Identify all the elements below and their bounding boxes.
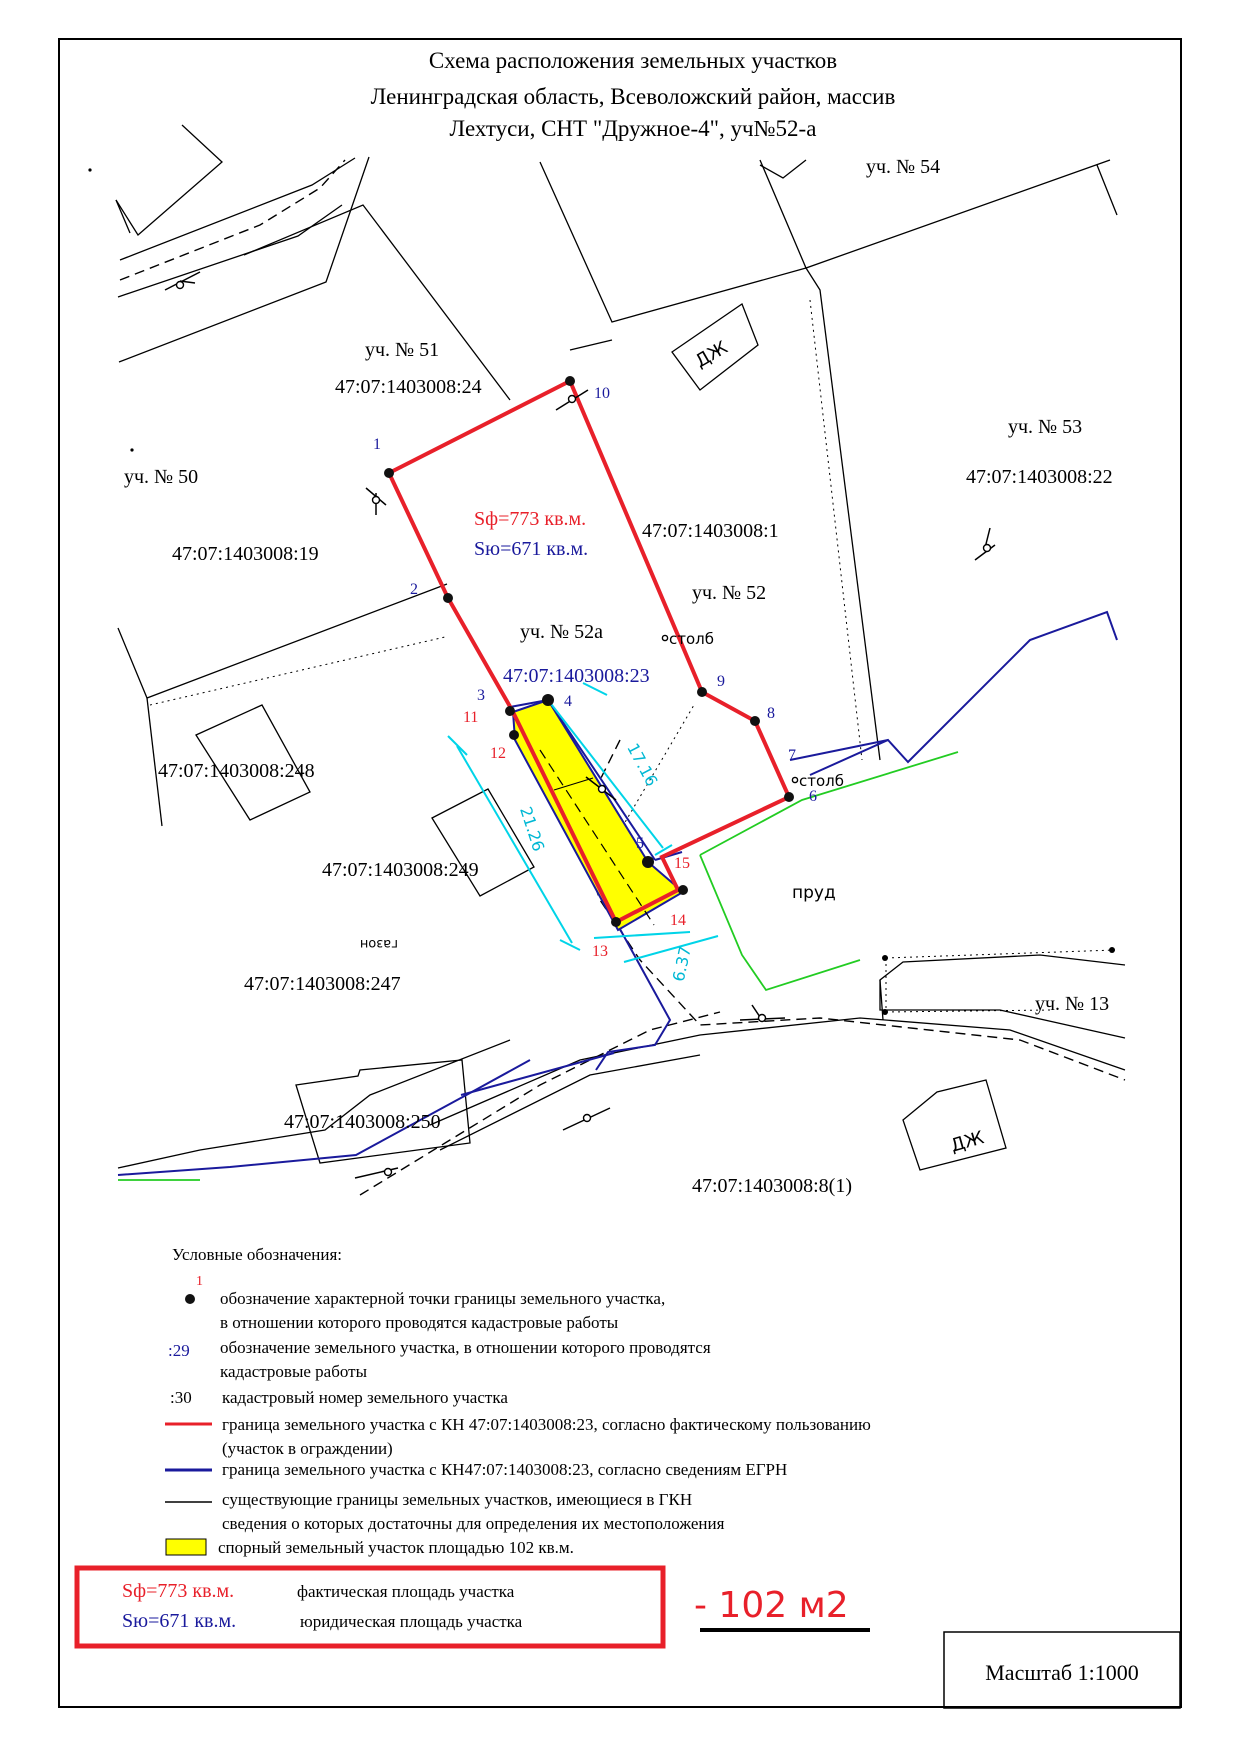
- label-u52a: уч. № 52а: [520, 621, 604, 643]
- title-line-1: Схема расположения земельных участков: [428, 48, 838, 73]
- legend-blue-text: граница земельного участка с КН47:07:1403008:23, согласно сведениям ЕГРН: [222, 1460, 788, 1479]
- label-kn22: 47:07:1403008:22: [966, 466, 1113, 488]
- label-u53: уч. № 53: [1008, 416, 1083, 438]
- point-label-3: 3: [477, 687, 485, 704]
- point-label-7: 7: [788, 747, 796, 764]
- legend-parcel-code: :29: [168, 1341, 190, 1360]
- label-kn249: 47:07:1403008:249: [322, 859, 479, 881]
- legend-kn-code: :30: [170, 1388, 192, 1407]
- legend-point-line-1: обозначение характерной точки границы земельного участка,: [220, 1289, 666, 1308]
- legend-heading: Условные обозначения:: [172, 1245, 343, 1264]
- point-label-10: 10: [594, 385, 610, 402]
- label-kn23: 47:07:1403008:23: [503, 665, 650, 687]
- label-dzh-bottom: ДЖ: [948, 1127, 987, 1157]
- label-u54: уч. № 54: [866, 156, 941, 178]
- area-box-actual-value: Sф=773 кв.м.: [122, 1580, 235, 1602]
- title-line-2: Ленинградская область, Всеволожский район, массив: [370, 84, 896, 109]
- point-label-11: 11: [463, 709, 479, 726]
- legend-point-marker: [185, 1294, 195, 1304]
- area-legal: Sю=671 кв.м.: [474, 538, 589, 560]
- label-kn247: 47:07:1403008:247: [244, 973, 401, 995]
- area-actual: Sф=773 кв.м.: [474, 508, 587, 530]
- point-label-14: 14: [670, 912, 686, 929]
- legend-yellow-text: спорный земельный участок площадью 102 кв.м.: [218, 1538, 574, 1557]
- legend-black-line-1: существующие границы земельных участков, имеющиеся в ГКН: [222, 1490, 693, 1509]
- point-label-6: 6: [809, 788, 817, 805]
- label-kn8: 47:07:1403008:8(1): [692, 1175, 852, 1197]
- label-dzh-top: ДЖ: [691, 337, 732, 373]
- point-label-2: 2: [410, 581, 418, 598]
- label-u50: уч. № 50: [124, 466, 199, 488]
- label-prud: пруд: [792, 883, 836, 903]
- legend-kn-text: кадастровый номер земельного участка: [222, 1388, 508, 1407]
- title-line-3: Лехтуси, СНТ "Дружное-4", уч№52-а: [449, 116, 817, 141]
- point-label-12: 12: [490, 745, 506, 762]
- label-kn24: 47:07:1403008:24: [335, 376, 482, 398]
- dimension-17-16: 17.16: [623, 740, 662, 790]
- point-label-15: 15: [674, 855, 690, 872]
- area-difference: - 102 м2: [694, 1585, 849, 1626]
- area-box-actual-label: фактическая площадь участка: [297, 1582, 515, 1601]
- dimension-21-26: 21.26: [516, 804, 549, 854]
- area-box-legal-label: юридическая площадь участка: [300, 1612, 523, 1631]
- legend-parcel-line-1: обозначение земельного участка, в отношении которого проводятся: [220, 1338, 711, 1357]
- point-label-9: 9: [717, 673, 725, 690]
- legend-point-number: 1: [196, 1274, 203, 1289]
- legend-point-line-2: в отношении которого проводятся кадастровые работы: [220, 1313, 619, 1332]
- dimension-6-37: 6.37: [668, 944, 695, 984]
- label-u13: уч. № 13: [1035, 993, 1110, 1015]
- label-kn250: 47:07:1403008:250: [284, 1111, 441, 1133]
- label-kn19: 47:07:1403008:19: [172, 543, 319, 565]
- scale-label: Масштаб 1:1000: [985, 1660, 1139, 1685]
- legend: [165, 1245, 871, 1557]
- area-box-legal-value: Sю=671 кв.м.: [122, 1610, 237, 1632]
- legend-parcel-line-2: кадастровые работы: [220, 1362, 367, 1381]
- point-label-8: 8: [767, 705, 775, 722]
- label-kn248: 47:07:1403008:248: [158, 760, 315, 782]
- label-stolb-1: столб: [669, 630, 714, 648]
- point-label-5: 5: [636, 835, 644, 852]
- point-label-13: 13: [592, 943, 608, 960]
- label-u51: уч. № 51: [365, 339, 440, 361]
- legend-red-line-2: (участок в ограждении): [222, 1439, 393, 1458]
- legend-red-line-1: граница земельного участка с КН 47:07:1403008:23, согласно фактическому пользованию: [222, 1415, 871, 1434]
- label-u52: уч. № 52: [692, 582, 767, 604]
- legend-yellow-swatch: [166, 1539, 206, 1555]
- point-label-4: 4: [564, 693, 572, 710]
- legend-black-line-2: сведения о которых достаточны для определения их местоположения: [222, 1514, 725, 1533]
- label-stolb-2: столб: [799, 772, 844, 790]
- existing-boundaries: [116, 125, 1125, 1170]
- label-gazon: газон: [359, 936, 398, 951]
- point-label-1: 1: [373, 436, 381, 453]
- label-kn1: 47:07:1403008:1: [642, 520, 779, 542]
